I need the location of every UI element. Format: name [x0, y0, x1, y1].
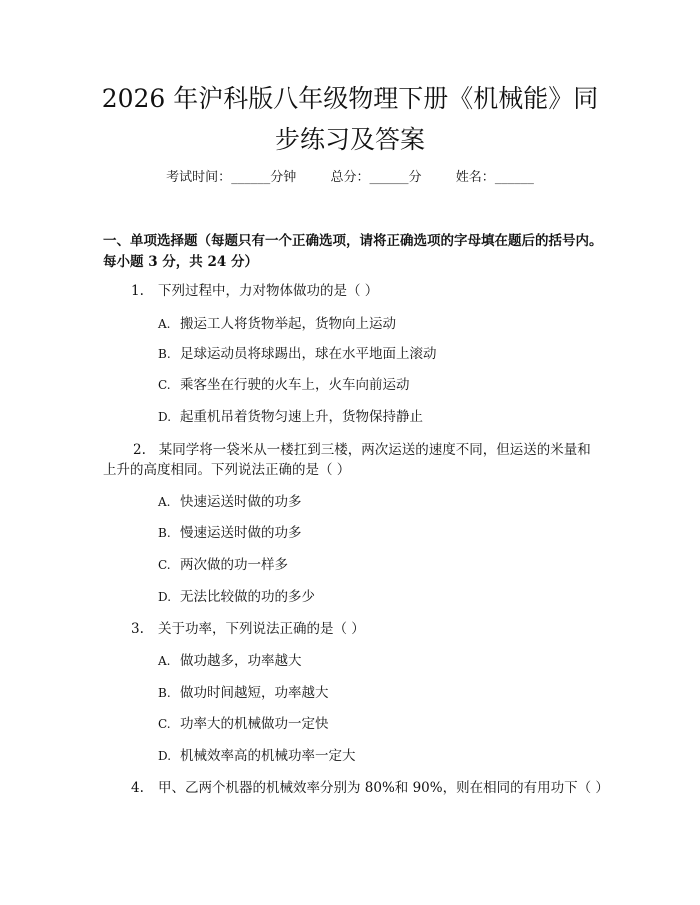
question-1-option-b [158, 344, 437, 364]
question-3-option-c [158, 714, 329, 734]
question-1-option-a [158, 314, 396, 334]
option-text: 两次做的功一样多 [180, 557, 288, 573]
option-letter: D. [158, 410, 172, 424]
option-letter: A. [158, 317, 171, 331]
time-label: 考试时间： [166, 170, 232, 185]
option-text: 足球运动员将球踢出，球在水平地面上滚动 [180, 346, 437, 362]
question-3-option-d [158, 746, 356, 766]
question-1-option-c [158, 375, 410, 395]
option-letter: A. [158, 654, 171, 668]
option-letter: C. [158, 717, 171, 731]
name-blank: ______ [494, 170, 534, 185]
question-3-option-b [158, 683, 329, 703]
option-text: 慢速运送时做的功多 [180, 525, 302, 541]
option-letter: B. [158, 347, 171, 361]
title-line-1: 2026 年沪科版八年级物理下册《机械能》同 [101, 84, 599, 113]
question-3 [131, 619, 611, 639]
question-stem: 某同学将一袋米从一楼扛到三楼，两次运送的速度不同，但运送的米量和上升的高度相同。下列说法正确的是（ ） [103, 442, 591, 478]
question-2-option-a [158, 492, 302, 512]
option-letter: D. [158, 590, 172, 604]
question-stem: 甲、乙两个机器的机械效率分别为 80%和 90%，则在相同的有用功下（ ） [158, 780, 609, 796]
option-text: 搬运工人将货物举起，货物向上运动 [180, 316, 396, 332]
option-text: 无法比较做的功的多少 [180, 589, 315, 605]
option-letter: B. [158, 526, 171, 540]
question-stem: 下列过程中，力对物体做功的是（ ） [158, 283, 379, 299]
question-number: 2. [133, 442, 146, 458]
time-blank: ______分钟 [231, 170, 297, 185]
question-stem: 关于功率，下列说法正确的是（ ） [158, 621, 365, 637]
option-text: 快速运送时做的功多 [180, 494, 302, 510]
question-2 [103, 440, 603, 480]
section-heading: 一、单项选择题（每题只有一个正确选项，请将正确选项的字母填在题后的括号内。每小题 3 分，共 24 分） [103, 233, 603, 270]
question-3-option-a [158, 651, 302, 671]
option-letter: B. [158, 686, 171, 700]
question-2-option-d [158, 587, 315, 607]
question-4 [131, 778, 611, 798]
option-letter: D. [158, 749, 172, 763]
option-letter: A. [158, 495, 171, 509]
question-number: 3. [131, 621, 144, 637]
question-2-option-c [158, 555, 288, 575]
question-2-option-b [158, 523, 302, 543]
score-blank: ______分 [369, 170, 422, 185]
option-text: 做功时间越短，功率越大 [180, 685, 329, 701]
option-text: 做功越多，功率越大 [180, 653, 302, 669]
title-line-2: 步练习及答案 [274, 125, 425, 154]
exam-meta [0, 168, 700, 188]
question-1 [131, 281, 611, 301]
question-1-option-d [158, 407, 423, 427]
document-title [60, 78, 640, 160]
option-letter: C. [158, 558, 171, 572]
option-letter: C. [158, 378, 171, 392]
question-number: 4. [131, 780, 144, 796]
question-number: 1. [131, 283, 144, 299]
score-label: 总分： [330, 170, 370, 185]
option-text: 乘客坐在行驶的火车上，火车向前运动 [180, 377, 410, 393]
option-text: 机械效率高的机械功率一定大 [180, 748, 356, 764]
option-text: 起重机吊着货物匀速上升，货物保持静止 [180, 409, 423, 425]
name-label: 姓名： [455, 170, 495, 185]
option-text: 功率大的机械做功一定快 [180, 716, 329, 732]
